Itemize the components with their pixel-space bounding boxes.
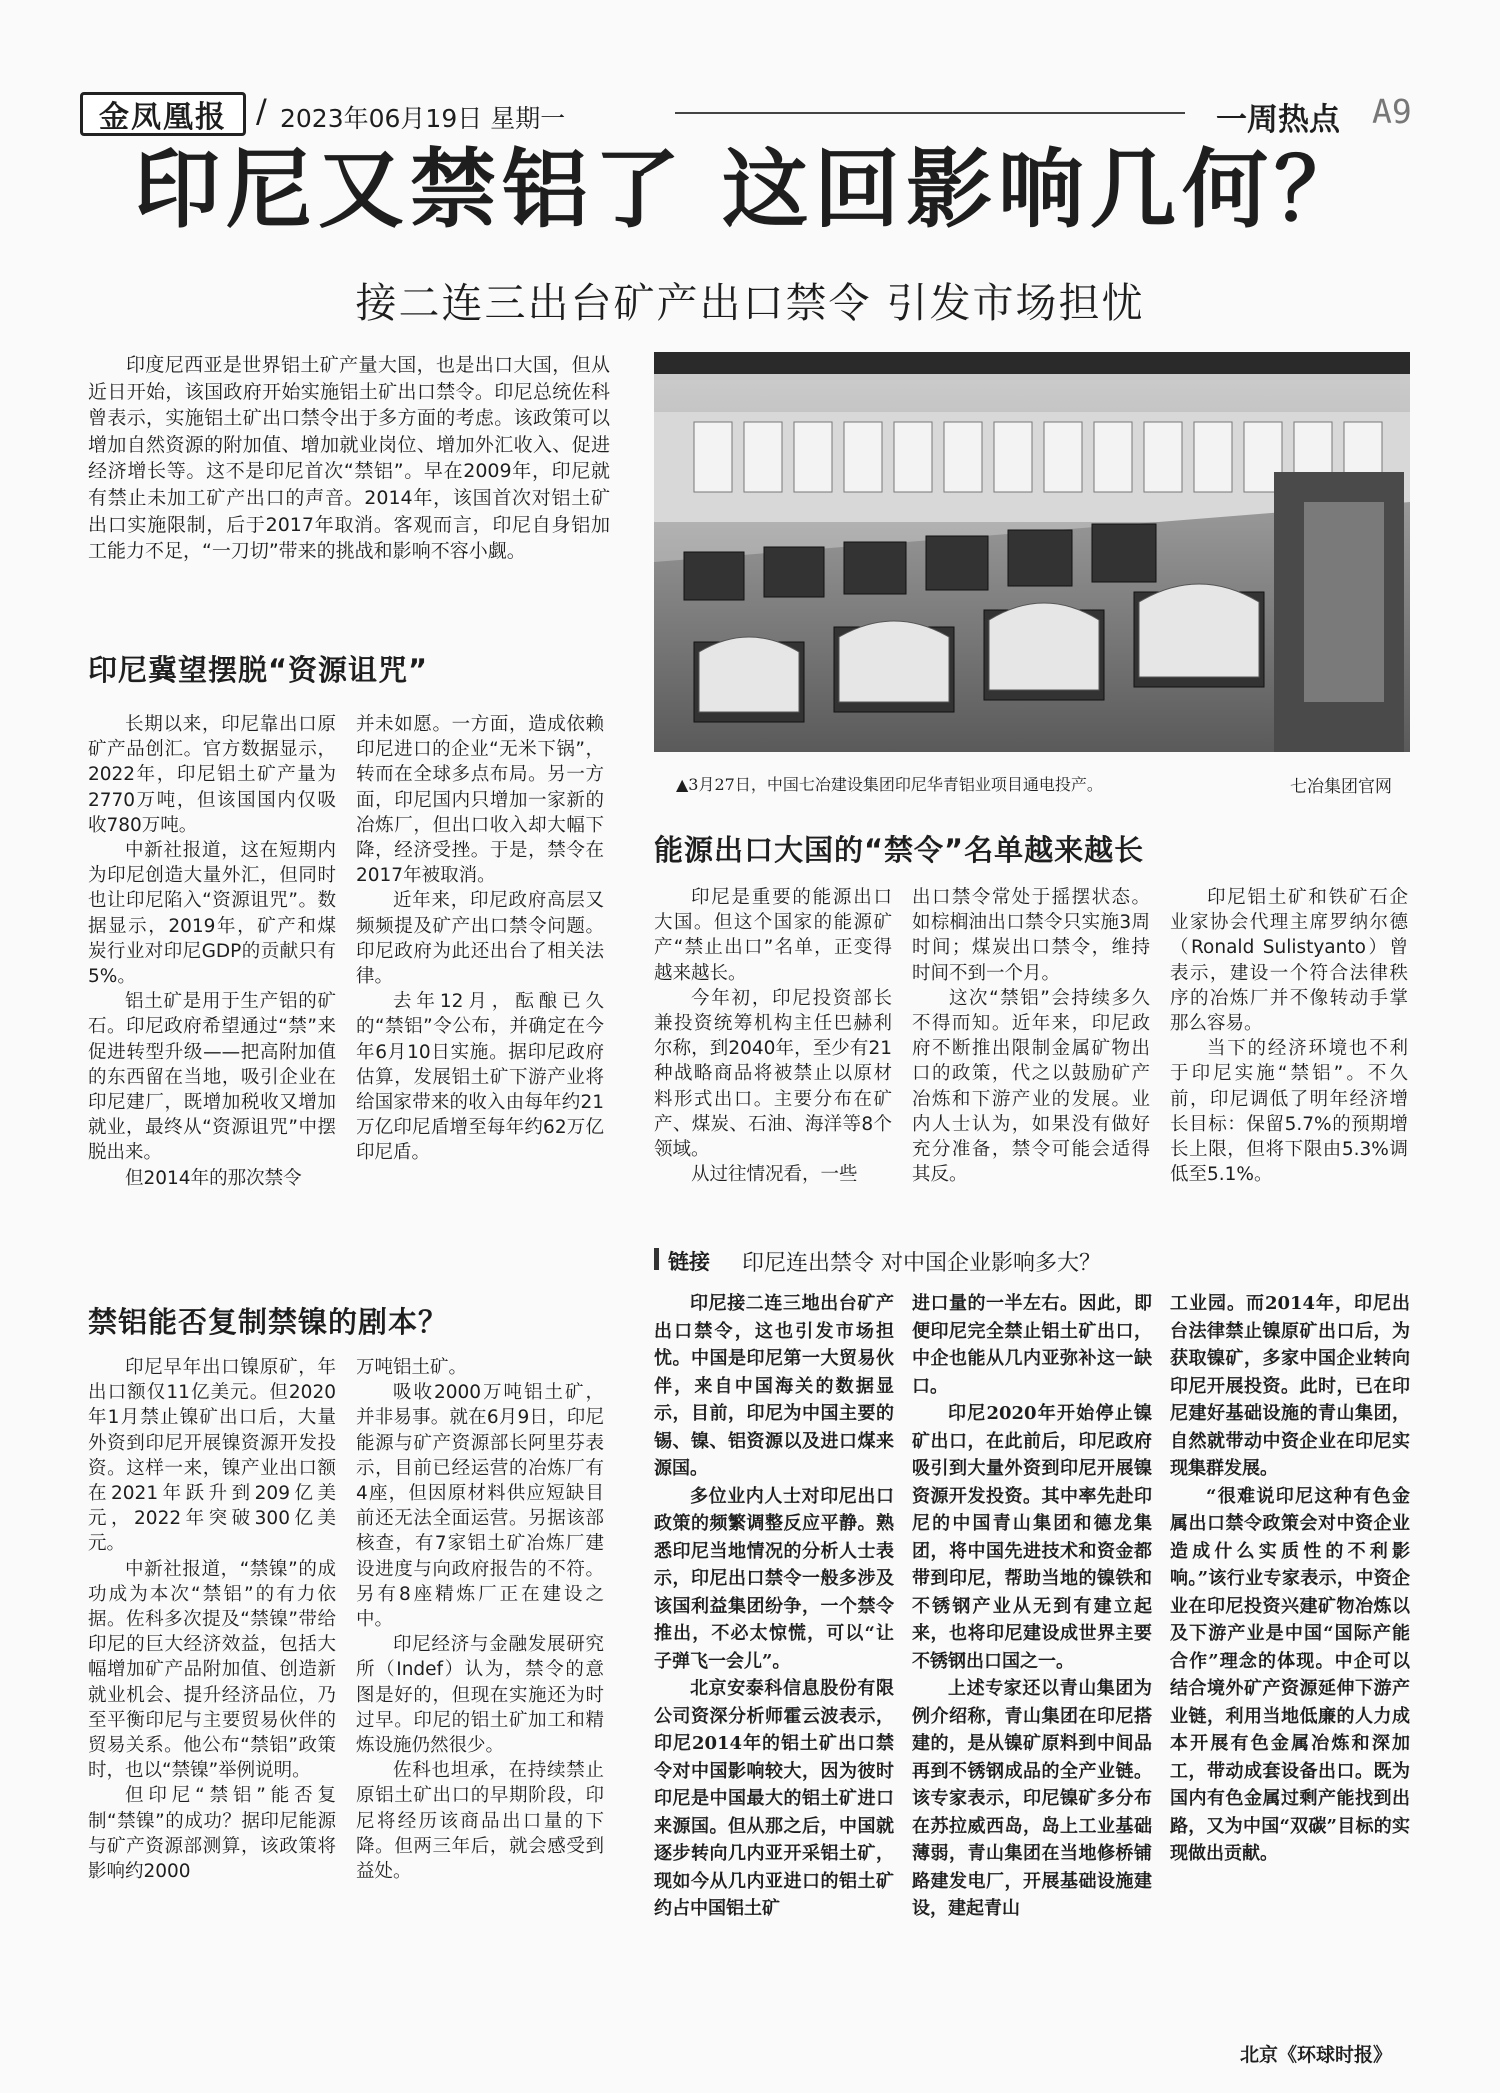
paragraph: 多位业内人士对印尼出口政策的频繁调整反应平静。熟悉印尼当地情况的分析人士表示，印尼出口禁令一般多涉及该国利益集团纷争，一个禁令推出，不必太惊慌，可以“让子弹飞一会儿”。 xyxy=(654,1485,894,1672)
section2-column-3 xyxy=(1170,885,1408,1235)
paragraph: 印尼铝土矿和铁矿石企业家协会代理主席罗纳尔德（Ronald Sulistyanto）曾表示，建设一个符合法律秩序的冶炼厂并不像转动手掌那么容易。 xyxy=(1170,887,1408,1035)
section3-column-1 xyxy=(88,1355,336,2035)
paragraph: 出口禁令常处于摇摆状态。如棕榈油出口禁令只实施3周时间；煤炭出口禁令，维持时间不到一个月。 xyxy=(912,887,1150,984)
link-column-2 xyxy=(912,1290,1152,2040)
photo-credit: 七冶集团官网 xyxy=(1290,777,1392,797)
section3-column-2 xyxy=(356,1355,604,2035)
section-heading-export-bans: 能源出口大国的“禁令”名单越来越长 xyxy=(654,833,1145,867)
paragraph: 万吨铝土矿。 xyxy=(356,1357,468,1378)
issue-date: 2023年06月19日 星期一 xyxy=(280,104,566,133)
paragraph: 从过往情况看，一些 xyxy=(691,1164,858,1186)
link-label: 链接 xyxy=(668,1250,710,1274)
link-column-1 xyxy=(654,1290,894,2040)
paragraph: 印尼接二连三地出台矿产出口禁令，这也引发市场担忧。中国是印尼第一大贸易伙伴，来自中国海关的数据显示，目前，印尼为中国主要的锡、镍、铝资源以及进口煤来源国。 xyxy=(654,1293,894,1479)
page-number: A9 xyxy=(1372,92,1412,131)
section1-column-2 xyxy=(356,712,604,1267)
paragraph: 并未如愿。一方面，造成依赖印尼进口的企业“无米下锅”，转而在全球多点布局。另一方面，印尼国内只增加一家新的冶炼厂，但出口收入却大幅下降，经济受挫。于是，禁令在2017年被取消。 xyxy=(356,714,604,887)
paragraph: 近年来，印尼政府高层又频频提及矿产出口禁令问题。印尼政府为此还出台了相关法律。 xyxy=(356,890,604,988)
paragraph: 今年初，印尼投资部长兼投资统筹机构主任巴赫利尔称，到2040年，至少有21种战略商品将被禁止以原材料形式出口。主要分布在矿产、煤炭、石油、海洋等8个领域。 xyxy=(654,987,892,1161)
paragraph: 当下的经济环境也不利于印尼实施“禁铝”。不久前，印尼调低了明年经济增长目标：保留5.7%的预期增长上限，但将下限由5.3%调低至5.1%。 xyxy=(1170,1038,1408,1186)
section-heading-resource-curse: 印尼冀望摆脱“资源诅咒” xyxy=(88,653,429,687)
paragraph: 但印尼“禁铝”能否复制“禁镍”的成功？据印尼能源与矿产资源部测算，该政策将影响约2000 xyxy=(88,1785,336,1883)
section1-column-1 xyxy=(88,712,336,1267)
paragraph: 长期以来，印尼靠出口原矿产品创汇。官方数据显示，2022年，印尼铝土矿产量为2770万吨，但该国国内仅吸收780万吨。 xyxy=(88,714,336,836)
factory-illustration xyxy=(654,352,1410,752)
section-heading-nickel-playbook: 禁铝能否复制禁镍的剧本？ xyxy=(88,1305,449,1339)
newspaper-logo xyxy=(80,92,246,136)
paragraph: 印尼2020年开始停止镍矿出口，在此前后，印尼政府吸引到大量外资到印尼开展镍资源开发投资。其中率先赴印尼的中国青山集团和德龙集团，将中国先进技术和资金都带到印尼，帮助当地的镍铁和不锈钢产业从无到有建立起来，也将印尼建设成世界主要不锈钢出口国之一。 xyxy=(912,1403,1152,1672)
headline: 印尼又禁铝了 这回影响几何？ xyxy=(134,140,1366,240)
paragraph: 上述专家还以青山集团为例介绍称，青山集团在印尼搭建的，是从镍矿原料到中间品再到不锈钢成品的全产业链。该专家表示，印尼镍矿多分布在苏拉威西岛，岛上工业基础薄弱，青山集团在当地修桥铺路建发电厂，开展基础设施建设，建起青山 xyxy=(912,1678,1152,1919)
paragraph: 但2014年的那次禁令 xyxy=(125,1167,302,1189)
paragraph: 印尼经济与金融发展研究所（Indef）认为，禁令的意图是好的，但现在实施还为时过早。印尼的铝土矿加工和精炼设施仍然很少。 xyxy=(356,1634,604,1757)
newspaper-name: 金凤凰报 xyxy=(99,100,227,135)
section2-column-2 xyxy=(912,885,1150,1235)
paragraph: “很难说印尼这种有色金属出口禁令政策会对中资企业造成什么实质性的不利影响。”该行业专家表示，中资企业在印尼投资兴建矿物冶炼以及下游产业是中国“国际产能合作”理念的体现。中企可以结合境外矿产资源延伸下游产业链，利用当地低廉的人力成本开展有色金属冶炼和深加工，带动成套设备出口。既为国内有色金属过剩产能找到出路，又为中国“双碳”目标的实现做出贡献。 xyxy=(1170,1485,1410,1864)
paragraph: 这次“禁铝”会持续多久不得而知。近年来，印尼政府不断推出限制金属矿物出口的政策，代之以鼓励矿产冶炼和下游产业的发展。业内人士认为，如果没有做好充分准备，禁令可能会适得其反。 xyxy=(912,987,1150,1186)
masthead-divider: / xyxy=(256,92,267,130)
paragraph: 工业园。而2014年，印尼出台法律禁止镍原矿出口后，为获取镍矿，多家中国企业转向印尼开展投资。此时，已在印尼建好基础设施的青山集团，自然就带动中资企业在印尼实现集群发展。 xyxy=(1170,1293,1410,1479)
article-source: 北京《环球时报》 xyxy=(1240,2044,1393,2066)
paragraph: 吸收2000万吨铝土矿，并非易事。就在6月9日，印尼能源与矿产资源部长阿里芬表示，目前已经运营的冶炼厂有4座，但因原材料供应短缺目前还无法全面运营。另据该部核查，有7家铝土矿冶炼厂建设进度与向政府报告的不符。另有8座精炼厂正在建设之中。 xyxy=(356,1382,604,1631)
section-tag: 一周热点 xyxy=(1216,102,1340,138)
link-title: 印尼连出禁令 对中国企业影响多大？ xyxy=(742,1251,1101,1276)
paragraph: 佐科也坦承，在持续禁止原铝土矿出口的早期阶段，印尼将经历该商品出口量的下降。但两三年后，就会感受到益处。 xyxy=(356,1760,604,1883)
paragraph: 去年12月，酝酿已久的“禁铝”令公布，并确定在今年6月10日实施。据印尼政府估算，发展铝土矿下游产业将给国家带来的收入由每年约21万亿印尼盾增至每年约62万亿印尼盾。 xyxy=(356,991,604,1164)
lead-paragraph: 印度尼西亚是世界铝土矿产量大国，也是出口大国，但从近日开始，该国政府开始实施铝土矿出口禁令。印尼总统佐科曾表示，实施铝土矿出口禁令出于多方面的考虑。该政策可以增加自然资源的附加值、增加就业岗位、增加外汇收入、促进经济增长等。这不是印尼首次“禁铝”。早在2009年，印尼就有禁止未加工矿产出口的声音。2014年，该国首次对铝土矿出口实施限制，后于2017年取消。客观而言，印尼自身铝加工能力不足，“一刀切”带来的挑战和影响不容小觑。 xyxy=(88,354,610,563)
link-marker xyxy=(654,1248,659,1270)
masthead-rule xyxy=(675,112,1185,114)
photo-caption: ▲3月27日，中国七冶建设集团印尼华青铝业项目通电投产。 xyxy=(676,775,1103,794)
factory-photo xyxy=(654,352,1410,752)
section2-column-1 xyxy=(654,885,892,1235)
paragraph: 中新社报道，这在短期内为印尼创造大量外汇，但同时也让印尼陷入“资源诅咒”。数据显示，2019年，矿产和煤炭行业对印尼GDP的贡献只有5%。 xyxy=(88,840,336,988)
paragraph: 北京安泰科信息股份有限公司资深分析师霍云波表示，印尼2014年的铝土矿出口禁令对中国影响较大，因为彼时印尼是中国最大的铝土矿进口来源国。但从那之后，中国就逐步转向几内亚开采铝土矿，现如今从几内亚进口的铝土矿约占中国铝土矿 xyxy=(654,1678,894,1919)
paragraph: 印尼是重要的能源出口大国。但这个国家的能源矿产“禁止出口”名单，正变得越来越长。 xyxy=(654,887,892,984)
link-column-3 xyxy=(1170,1290,1410,2020)
subheadline: 接二连三出台矿产出口禁令 引发市场担忧 xyxy=(355,279,1145,327)
paragraph: 中新社报道，“禁镍”的成功成为本次“禁铝”的有力依据。佐科多次提及“禁镍”带给印尼的巨大经济效益，包括大幅增加矿产品附加值、创造新就业机会、提升经济品位，乃至平衡印尼与主要贸易伙伴的贸易关系。他公布“禁铝”政策时，也以“禁镍”举例说明。 xyxy=(88,1558,336,1782)
paragraph: 印尼早年出口镍原矿，年出口额仅11亿美元。但2020年1月禁止镍矿出口后，大量外资到印尼开展镍资源开发投资。这样一来，镍产业出口额在2021年跃升到209亿美元，2022年突破300亿美元。 xyxy=(88,1357,336,1555)
paragraph: 进口量的一半左右。因此，即便印尼完全禁止铝土矿出口，中企也能从几内亚弥补这一缺口。 xyxy=(912,1293,1152,1397)
paragraph: 铝土矿是用于生产铝的矿石。印尼政府希望通过“禁”来促进转型升级——把高附加值的东西留在当地，吸引企业在印尼建厂，既增加税收又增加就业，最终从“资源诅咒”中摆脱出来。 xyxy=(88,991,336,1164)
